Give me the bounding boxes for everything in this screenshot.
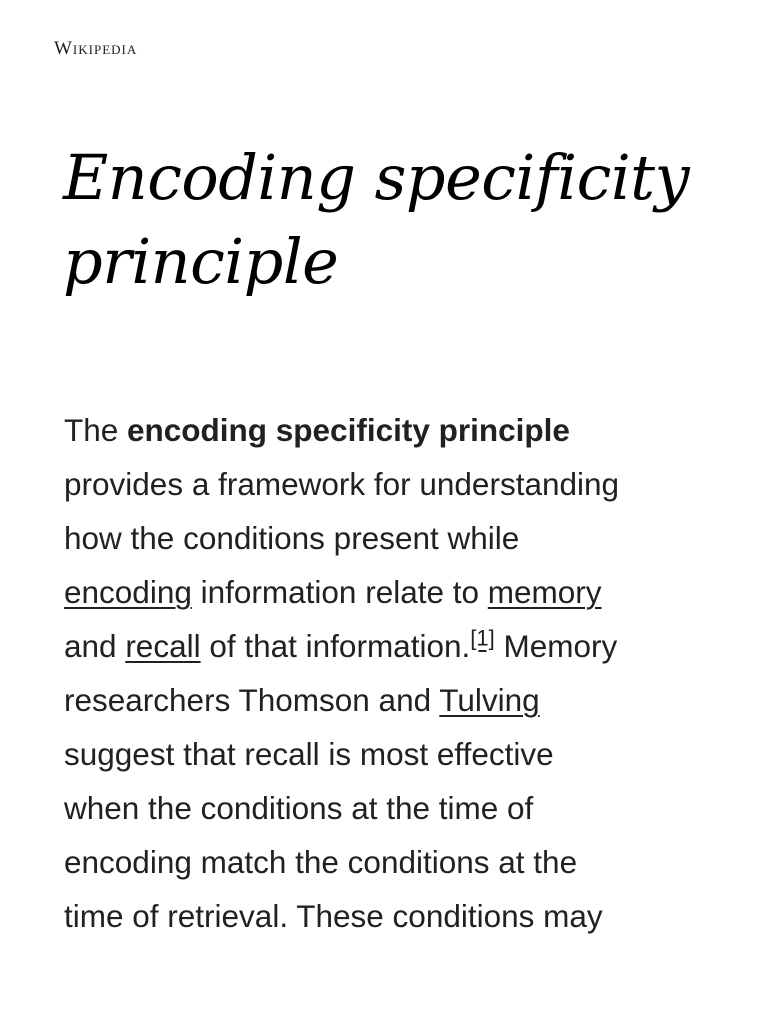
paragraph-line-5 — [64, 619, 724, 673]
bold-term: encoding specificity principle — [127, 412, 570, 448]
citation-ref — [470, 626, 494, 651]
page-title-line-1: Encoding specificity — [63, 141, 690, 214]
paragraph-line-4 — [64, 565, 724, 619]
paragraph-line-9: encoding match the conditions at the — [64, 844, 578, 880]
paragraph-text: of that information. — [200, 628, 471, 664]
paragraph-line-1 — [64, 403, 724, 457]
paragraph-text: researchers Thomson and — [64, 682, 440, 718]
citation-link-1[interactable]: [1] — [470, 625, 495, 651]
paragraph-text: information relate to — [191, 574, 488, 610]
paragraph-line-3: how the conditions present while — [64, 520, 520, 556]
paragraph-line-2: provides a framework for understanding — [64, 466, 620, 502]
link-recall[interactable]: recall — [125, 628, 201, 664]
paragraph-text: The — [64, 412, 128, 448]
page-title — [63, 136, 753, 304]
paragraph-line-8: when the conditions at the time of — [64, 790, 534, 826]
paragraph-text: Memory — [494, 628, 618, 664]
link-encoding[interactable]: encoding — [64, 574, 192, 610]
link-tulving[interactable]: Tulving — [439, 682, 540, 718]
paragraph-line-6 — [64, 673, 724, 727]
page-title-line-2: principle — [63, 225, 339, 298]
paragraph-text: and — [64, 628, 126, 664]
paragraph-line-7: suggest that recall is most effective — [64, 736, 554, 772]
wikipedia-logo[interactable]: Wikipedia — [54, 38, 138, 59]
paragraph-line-10: time of retrieval. These conditions may — [64, 898, 603, 934]
link-memory[interactable]: memory — [487, 574, 602, 610]
article-lead-paragraph — [64, 403, 724, 943]
